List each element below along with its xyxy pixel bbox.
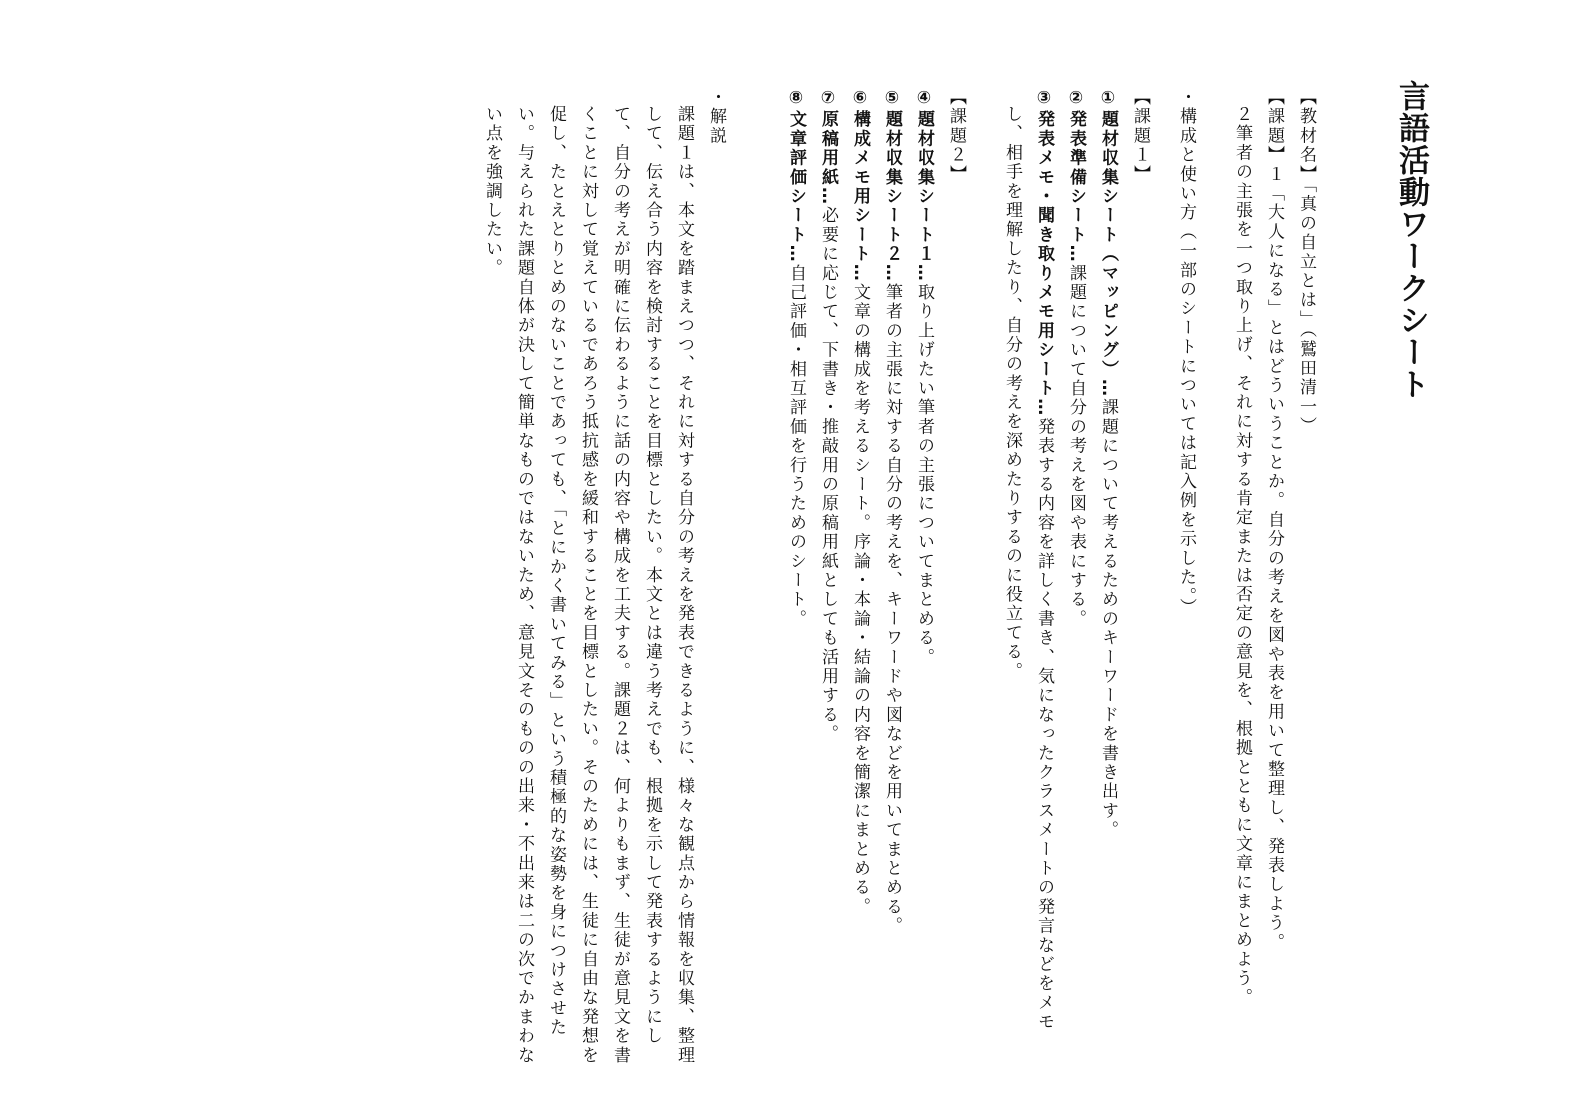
commentary-heading: ・解説 (706, 88, 726, 146)
sheet-item-3 (996, 88, 1060, 1068)
sheet-item-name: ⑥構成メモ用シート… (850, 88, 870, 283)
commentary-body: 課題１は、本文を踏まえつつ、それに対する自分の考えを発表できるように、様々な観点から情報を収集、整理して、伝え合う内容を検討することを目標としたい。本文とは違う考えでも、根拠を示して発表するようにして、自分の考えが明確に伝わるように話の内容や構成を工夫する。課題２は、何よりもまず、生徒が意見文を書くことに対して覚えているであろう抵抗感を緩和することを目標としたい。そのためには、生徒に自由な発想を促し、たとえとりとめのないことであっても、「とにかく書いてみる」という積極的な姿勢を身につけさせたい。与えられた課題自体が決して簡単なものではないため、意見文そのものの出来・不出来は二の次でかまわない点を強調したい。 (482, 105, 694, 1065)
sheet-item-name: ⑦原稿用紙… (818, 88, 838, 207)
spacer (756, 88, 780, 1068)
sheet-item-desc: 課題について考えるためのキーワードを書き出す。 (1098, 398, 1118, 840)
material-value: 「真の自立とは」（鷲田清一） (1296, 184, 1316, 436)
sheet-item-8 (780, 88, 812, 1068)
spacer (732, 88, 756, 1068)
sheet-item-desc: 取り上げたい筆者の主張についてまとめる。 (914, 283, 934, 667)
main-text (476, 88, 1322, 1068)
sheet-item-4 (908, 88, 940, 1068)
sheet-item-desc: 必要に応じて、下書き・推敲用の原稿用紙としても活用する。 (818, 206, 838, 744)
sheet-item-name: ②発表準備シート… (1066, 88, 1086, 264)
task1-heading: 【課題１】 (1130, 88, 1150, 184)
sheet-item-1 (1092, 88, 1124, 1068)
task-line-1 (1258, 88, 1290, 1068)
page-title: 言語活動ワークシート (1393, 80, 1429, 400)
sheet-item-name: ⑤題材収集シート２… (882, 88, 902, 283)
sheet-item-desc: 文章の構成を考えるシート。序論・本論・結論の内容を簡潔にまとめる。 (850, 283, 870, 917)
spacer (1202, 88, 1226, 1068)
task-1-text: １「大人になる」とはどういうことか。自分の考えを図や表を用いて整理し、発表しよう。 (1264, 164, 1284, 953)
spacer (1156, 88, 1170, 1068)
sheet-item-5 (876, 88, 908, 1068)
material-label: 【教材名】 (1296, 88, 1316, 184)
material-line (1290, 88, 1322, 1068)
sheet-item-desc: 自己評価・相互評価を行うためのシート。 (786, 263, 806, 629)
sheet-item-2 (1060, 88, 1092, 1068)
spacer (972, 88, 996, 1068)
sheet-item-desc: 発表する内容を詳しく書き、気になったクラスメートの発言などをメモし、相手を理解したり、自分の考えを深めたりするのに役立てる。 (1002, 105, 1054, 1032)
task2-heading: 【課題２】 (946, 88, 966, 184)
structure-heading: ・構成と使い方（一部のシートについては記入例を示した。） (1176, 88, 1196, 618)
sheet-item-name: ④題材収集シート１… (914, 88, 934, 283)
sheet-item-name: ③発表メモ・聞き取りメモ用シート… (1034, 88, 1054, 418)
sheet-item-7 (812, 88, 844, 1068)
sheet-item-name: ⑧文章評価シート… (786, 88, 806, 264)
sheet-item-desc: 課題について自分の考えを図や表にする。 (1066, 263, 1086, 629)
task-label: 【課題】 (1264, 88, 1284, 165)
sheet-item-desc: 筆者の主張に対する自分の考えを、キーワードや図などを用いてまとめる。 (882, 283, 902, 936)
sheet-item-name: ①題材収集シート（マッピング）… (1098, 88, 1118, 399)
task-line-2: ２筆者の主張を一つ取り上げ、それに対する肯定または否定の意見を、根拠とともに文章にまとめよう。 (1232, 105, 1252, 1008)
sheet-item-6 (844, 88, 876, 1068)
